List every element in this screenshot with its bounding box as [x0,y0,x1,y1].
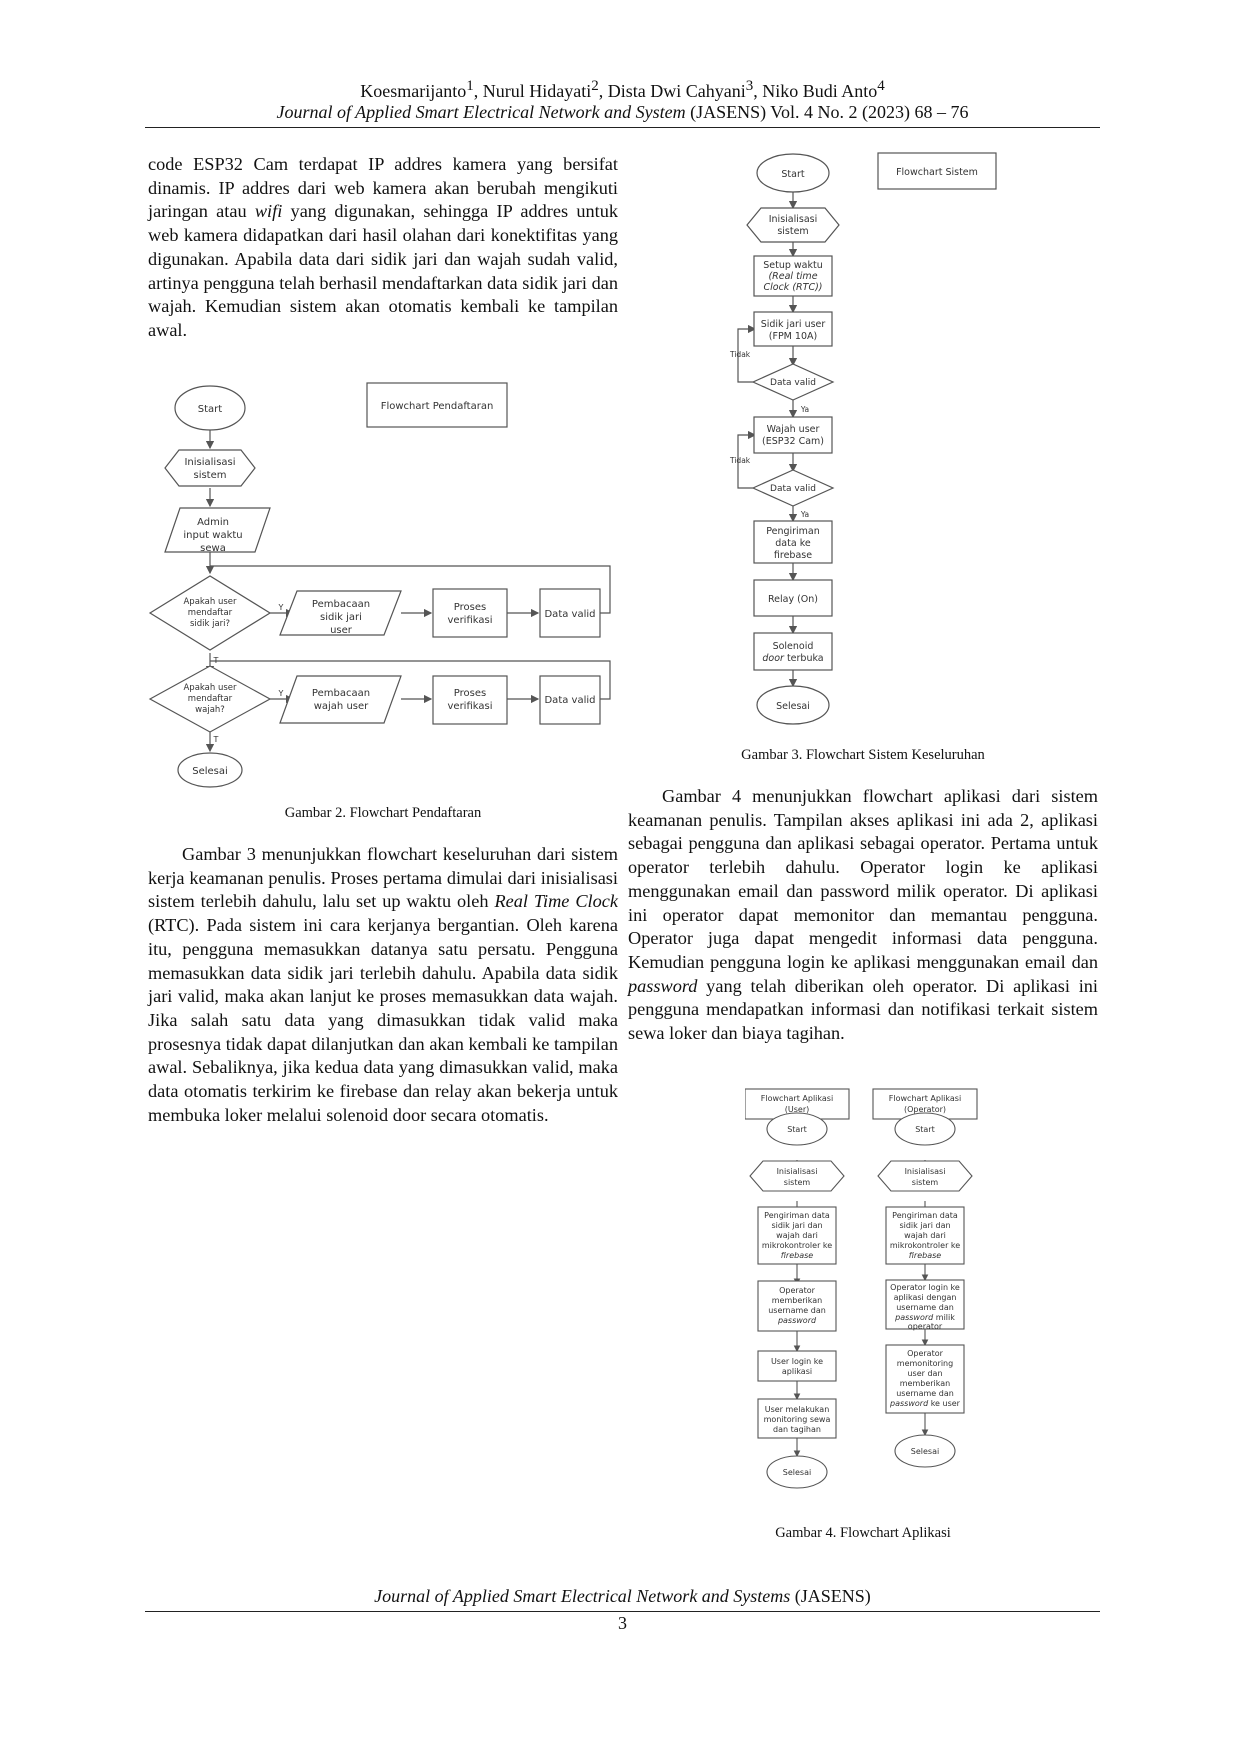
svg-text:sistem: sistem [783,1178,811,1187]
svg-text:Data valid: Data valid [770,378,816,388]
svg-text:(Real time: (Real time [768,271,818,282]
fig4-user-login [758,1351,836,1381]
svg-text:Data valid: Data valid [770,484,816,494]
svg-text:sistem: sistem [911,1178,939,1187]
svg-text:sidik jari dan: sidik jari dan [899,1221,951,1230]
svg-text:username dan: username dan [768,1306,826,1315]
svg-text:memberikan: memberikan [771,1296,823,1305]
svg-text:wajah user: wajah user [313,701,369,712]
svg-text:Sidik jari user: Sidik jari user [760,319,826,330]
figure-flowchart-aplikasi [745,1083,985,1518]
svg-text:T: T [213,735,219,744]
svg-text:Pengiriman data: Pengiriman data [892,1211,958,1220]
svg-text:Operator: Operator [779,1286,815,1295]
svg-text:operator: operator [907,1322,943,1331]
svg-text:verifikasi: verifikasi [447,615,493,626]
svg-text:Data valid: Data valid [544,695,596,706]
figure-4-caption: Gambar 4. Flowchart Aplikasi [775,1525,951,1541]
svg-text:password: password [777,1316,817,1325]
svg-text:User login ke: User login ke [770,1357,824,1366]
svg-text:Admin: Admin [197,517,229,528]
svg-text:(Operator): (Operator) [903,1105,947,1114]
running-footer-journal: Journal of Applied Smart Electrical Network and Systems (JASENS) [374,1586,871,1606]
figure-flowchart-sistem [725,150,1015,737]
svg-text:Start: Start [787,1125,807,1134]
svg-text:username dan: username dan [896,1389,954,1398]
svg-text:Y: Y [278,603,284,612]
svg-text:sidik jari?: sidik jari? [189,619,231,629]
svg-text:firebase: firebase [773,550,813,561]
page-number: 3 [618,1613,627,1633]
fig3-face-box [754,417,832,453]
svg-text:Ya: Ya [800,405,810,414]
svg-text:Operator login ke: Operator login ke [890,1283,960,1292]
svg-text:Pembacaan: Pembacaan [311,688,371,699]
svg-text:Proses: Proses [453,602,487,613]
svg-text:Wajah user: Wajah user [766,424,820,435]
svg-text:T: T [213,656,219,665]
svg-text:password ke user: password ke user [890,1399,960,1408]
right-paragraph-1: Gambar 4 menunjukkan flowchart aplikasi dari sistem keamanan penulis. Tampilan akses aplikasi ini ada 2, aplikasi sebagai pengguna dan aplikasi sebagai operator. Pertama untuk operator terlebih dahulu. Operator login ke aplikasi menggunakan email dan password milik operator. Di aplikasi ini operator dapat memonitor dan memantau pengguna. Operator juga dapat mengedit informasi data pengguna. Kemudian pengguna login ke aplikasi menggunakan email dan password yang telah diberikan oleh operator. Di aplikasi ini pengguna mendapatkan informasi dan notifikasi terkait sistem sewa loker dan biaya tagihan. [628,786,1098,1044]
svg-text:Tidak: Tidak [730,456,751,465]
svg-text:Inisialisasi: Inisialisasi [904,1167,946,1176]
footer-rule [145,1611,1100,1612]
svg-text:(FPM 10A): (FPM 10A) [768,331,818,342]
svg-text:(User): (User) [784,1105,810,1114]
svg-text:(ESP32 Cam): (ESP32 Cam) [762,436,824,447]
svg-text:Relay (On): Relay (On) [767,594,819,605]
svg-text:sistem: sistem [777,226,809,237]
svg-text:Clock (RTC)): Clock (RTC)) [763,282,823,293]
left-paragraph-2: Gambar 3 menunjukkan flowchart keseluruhan dari sistem kerja keamanan penulis. Proses pertama dimulai dari inisialisasi sistem terlebih dahulu, lalu set up waktu oleh Real Time Clock (RTC). Pada sistem ini cara kerjanya bergantian. Oleh karena itu, pengguna memasukkan datanya satu persatu. Pengguna memasukkan data sidik jari terlebih dahulu. Apabila data sidik jari valid, maka akan lanjut ke proses memasukkan data wajah. Jika salah satu data yang dimasukkan tidak valid maka prosesnya tidak dapat dilanjutkan dan akan kembali ke tampilan awal. Sebaliknya, jika kedua data yang dimasukkan valid, maka data otomatis terkirim ke firebase dan relay akan bekerja untuk membuka loker melalui solenoid door secara otomatis. [148,844,618,1125]
svg-text:memonitoring: memonitoring [896,1359,954,1368]
svg-text:Proses: Proses [453,688,487,699]
svg-text:Solenoid: Solenoid [772,641,814,652]
svg-text:Apakah user: Apakah user [183,683,237,693]
svg-text:firebase: firebase [780,1251,814,1260]
svg-text:Data valid: Data valid [544,609,596,620]
svg-text:Selesai: Selesai [776,701,810,712]
fig2-read2-parallelogram [280,676,401,723]
svg-text:Inisialisasi: Inisialisasi [184,457,236,468]
svg-text:user dan: user dan [907,1369,943,1378]
svg-text:mendaftar: mendaftar [187,694,233,704]
svg-text:Flowchart Aplikasi: Flowchart Aplikasi [888,1094,962,1103]
svg-text:User melakukan: User melakukan [764,1405,830,1414]
left-paragraph-1: code ESP32 Cam terdapat IP addres kamera yang bersifat dinamis. IP addres dari web kamera akan berubah mengikuti jaringan atau wifi yang digunakan, sehingga IP addres untuk web kamera didapatkan dari hasil olahan dari konektifitas yang digunakan. Apabila data dari sidik jari dan wajah sudah valid, artinya pengguna telah berhasil mendaftarkan data sidik jari dan wajah. Kemudian sistem akan otomatis kembali ke tampilan awal. [148,154,618,340]
svg-text:Selesai: Selesai [910,1447,940,1456]
svg-text:Y: Y [278,689,284,698]
svg-text:wajah?: wajah? [195,705,225,715]
svg-text:Start: Start [915,1125,935,1134]
fig2-proc2-box [433,676,507,724]
flowchart-pendaftaran-svg [145,378,625,788]
svg-text:Inisialisasi: Inisialisasi [768,214,818,225]
svg-text:Tidak: Tidak [730,350,751,359]
svg-text:dan tagihan: dan tagihan [773,1425,821,1434]
svg-text:username dan: username dan [896,1303,954,1312]
svg-text:data ke: data ke [775,538,811,549]
svg-text:Setup waktu: Setup waktu [763,260,823,271]
svg-text:aplikasi: aplikasi [781,1367,813,1376]
svg-text:sistem: sistem [193,470,227,481]
svg-text:Pengiriman: Pengiriman [766,526,820,537]
svg-text:Selesai: Selesai [782,1468,812,1477]
svg-text:Inisialisasi: Inisialisasi [776,1167,818,1176]
svg-text:firebase: firebase [908,1251,942,1260]
fig2-proc1-box [433,589,507,637]
running-header-journal: Journal of Applied Smart Electrical Network and System (JASENS) Vol. 4 No. 2 (2023) 68 – 76 [276,102,969,122]
svg-text:Pengiriman data: Pengiriman data [764,1211,830,1220]
svg-text:user: user [330,625,352,636]
svg-text:Start: Start [781,169,805,180]
figure-2-caption: Gambar 2. Flowchart Pendaftaran [284,805,482,821]
svg-text:Apakah user: Apakah user [183,597,237,607]
svg-text:Ya: Ya [800,510,810,519]
svg-text:sidik jari: sidik jari [320,612,362,623]
running-header-authors: Koesmarijanto$^1$, Nurul Hidayati$^2$, Dista Dwi Cahyani$^3$, Niko Budi Anto$^4$ [360,78,885,101]
svg-text:sidik jari dan: sidik jari dan [771,1221,823,1230]
svg-text:Operator: Operator [907,1349,943,1358]
svg-text:memberikan: memberikan [899,1379,951,1388]
svg-text:mikrokontroler ke: mikrokontroler ke [761,1241,833,1250]
header-rule [145,127,1100,128]
svg-text:aplikasi dengan: aplikasi dengan [893,1293,957,1302]
flowchart-aplikasi-svg [745,1083,985,1513]
svg-text:Selesai: Selesai [192,766,228,777]
svg-text:Flowchart Pendaftaran: Flowchart Pendaftaran [380,401,494,412]
svg-text:door terbuka: door terbuka [762,653,824,664]
svg-text:Flowchart Sistem: Flowchart Sistem [896,167,978,178]
svg-text:mendaftar: mendaftar [187,608,233,618]
svg-text:verifikasi: verifikasi [447,701,493,712]
figure-flowchart-pendaftaran [145,378,625,793]
svg-text:password milik: password milik [895,1313,955,1322]
figure-3-caption: Gambar 3. Flowchart Sistem Keseluruhan [741,747,985,763]
flowchart-sistem-svg [725,150,1015,732]
svg-text:Pembacaan: Pembacaan [311,599,371,610]
svg-text:monitoring sewa: monitoring sewa [763,1415,831,1424]
svg-text:mikrokontroler ke: mikrokontroler ke [889,1241,961,1250]
svg-text:Start: Start [197,404,223,415]
svg-text:wajah dari: wajah dari [904,1231,946,1240]
svg-text:wajah dari: wajah dari [776,1231,818,1240]
svg-text:sewa: sewa [200,543,226,554]
svg-text:Flowchart Aplikasi: Flowchart Aplikasi [760,1094,834,1103]
svg-text:input waktu: input waktu [183,530,243,541]
